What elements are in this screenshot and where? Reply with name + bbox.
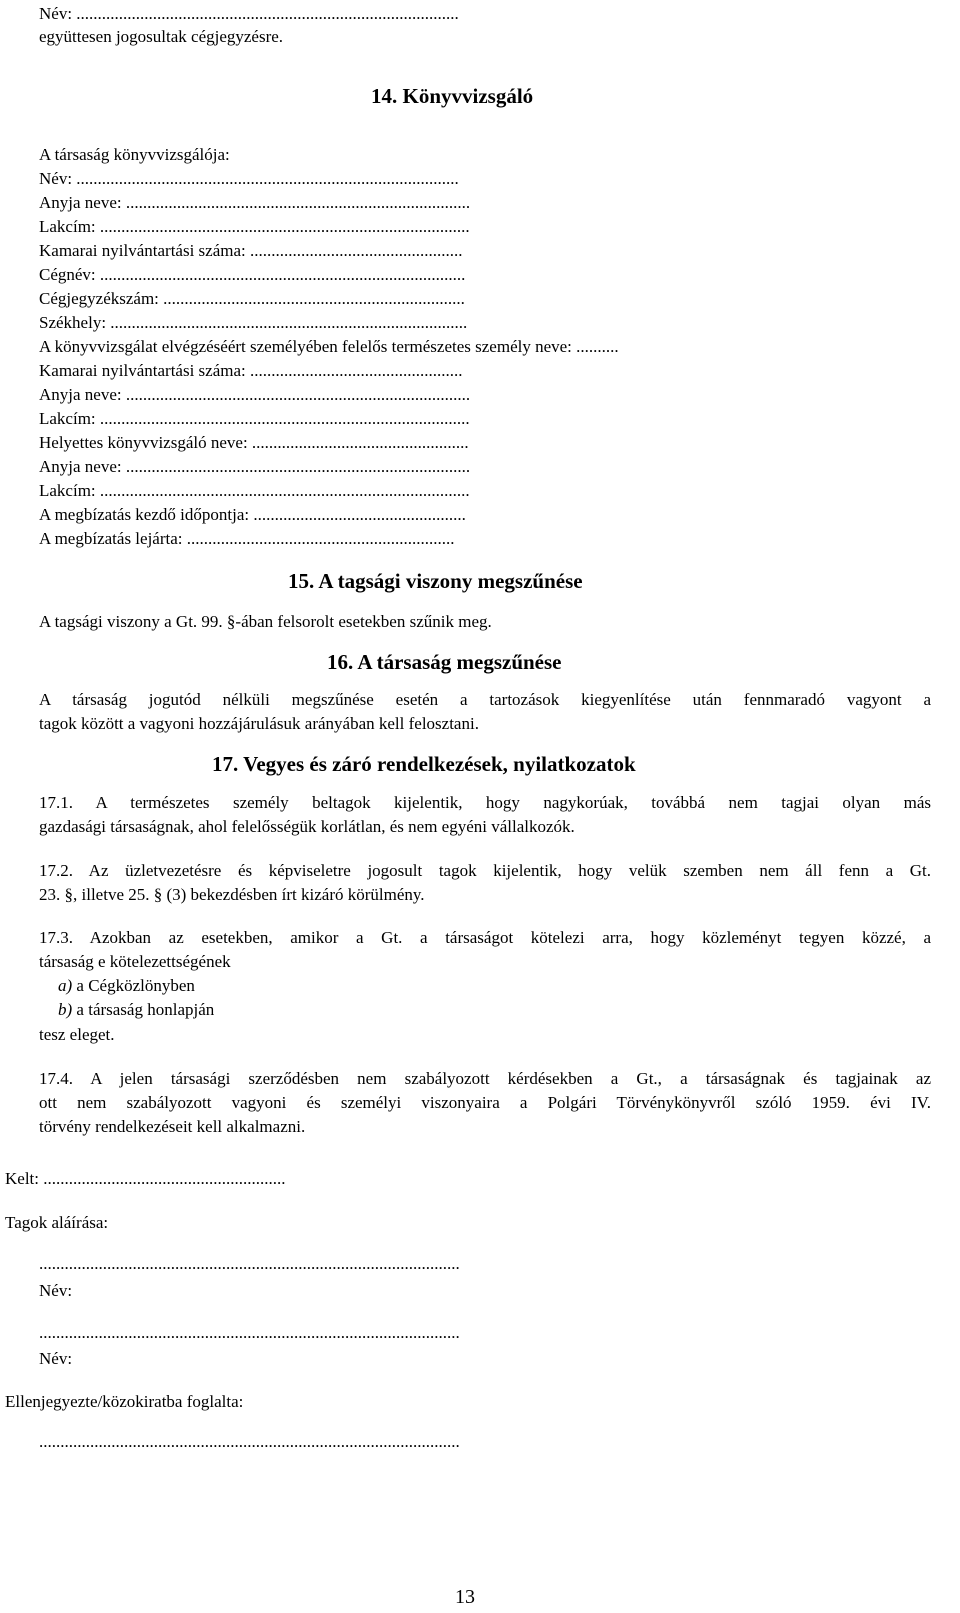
list-item-b-text: a társaság honlapján <box>72 1000 215 1019</box>
clause-17-3-end: tesz eleget. <box>39 1025 115 1044</box>
clause-17-4-line-1: 17.4. A jelen társasági szerződésben nem szabályozott kérdésekben a Gt., a társaságnak és tagjainak az <box>39 1069 931 1088</box>
auditor-intro: A társaság könyvvizsgálója: <box>39 145 230 164</box>
list-item-a-text: a Cégközlönyben <box>72 976 195 995</box>
auditor-address: Lakcím: ....................................................................................... <box>39 217 470 236</box>
auditor-name: Név: .......................................................................................... <box>39 169 459 188</box>
auditor-seat: Székhely: .................................................................................... <box>39 313 468 332</box>
auditor-chamber-number: Kamarai nyilvántartási száma: .................................................. <box>39 241 463 260</box>
responsible-address: Lakcím: ....................................................................................... <box>39 409 470 428</box>
deputy-mother-name: Anyja neve: ................................................................................. <box>39 457 471 476</box>
section-17-heading: 17. Vegyes és záró rendelkezések, nyilatkozatok <box>212 752 636 776</box>
name-field-line: Név: .......................................................................................... <box>39 4 459 23</box>
section-15-heading: 15. A tagsági viszony megszűnése <box>288 569 583 593</box>
section-16-line-1: A társaság jogutód nélküli megszűnése esetén a tartozások kiegyenlítése után fennmaradó vagyont a <box>39 690 931 709</box>
signature-dots-1: ................................................................................................... <box>39 1254 460 1273</box>
date-line: Kelt: ......................................................... <box>5 1169 286 1188</box>
clause-17-4-line-2: ott nem szabályozott vagyoni és személyi viszonyaira a Polgári Törvénykönyvről szóló 1959. évi IV. <box>39 1093 931 1112</box>
clause-17-2-line-1: 17.2. Az üzletvezetésre és képviseletre jogosult tagok kijelentik, hogy velük szemben nem áll fenn a Gt. <box>39 861 931 880</box>
page-number: 13 <box>455 1586 475 1608</box>
responsible-mother-name: Anyja neve: ................................................................................. <box>39 385 471 404</box>
countersign-label: Ellenjegyezte/közokiratba foglalta: <box>5 1392 244 1411</box>
list-item-b-letter: b) <box>58 1000 73 1019</box>
signature-dots-2: ................................................................................................... <box>39 1323 460 1342</box>
responsible-chamber-number: Kamarai nyilvántartási száma: .................................................. <box>39 361 463 380</box>
clause-17-3-line-2: társaság e kötelezettségének <box>39 952 231 971</box>
signature-name-1: Név: <box>39 1281 73 1300</box>
joint-signature-text: együttesen jogosultak cégjegyzésre. <box>39 27 284 46</box>
signature-name-2: Név: <box>39 1349 73 1368</box>
countersign-dots: ................................................................................................... <box>39 1432 460 1451</box>
clause-17-1-line-2: gazdasági társaságnak, ahol felelősségük korlátlan, és nem egyéni vállalkozók. <box>39 817 575 836</box>
list-item-a <box>58 974 195 998</box>
section-16-heading: 16. A társaság megszűnése <box>327 650 562 674</box>
members-signature-label: Tagok aláírása: <box>5 1213 109 1232</box>
auditor-registry-number: Cégjegyzékszám: ....................................................................... <box>39 289 465 308</box>
section-16-line-2: tagok között a vagyoni hozzájárulásuk arányában kell felosztani. <box>39 714 479 733</box>
clause-17-1-line-1: 17.1. A természetes személy beltagok kijelentik, hogy nagykorúak, továbbá nem tagjai olyan más <box>39 793 931 812</box>
mandate-start: A megbízatás kezdő időpontja: .................................................. <box>39 505 466 524</box>
list-item-a-letter: a) <box>58 976 73 995</box>
deputy-auditor-name: Helyettes könyvvizsgáló neve: ................................................... <box>39 433 469 452</box>
mandate-end: A megbízatás lejárta: ............................................................... <box>39 529 455 548</box>
deputy-address: Lakcím: ....................................................................................... <box>39 481 470 500</box>
section-14-heading: 14. Könyvvizsgáló <box>371 84 534 108</box>
clause-17-2-line-2: 23. §, illetve 25. § (3) bekezdésben írt kizáró körülmény. <box>39 885 425 904</box>
list-item-b <box>58 998 214 1022</box>
clause-17-4-line-3: törvény rendelkezéseit kell alkalmazni. <box>39 1117 306 1136</box>
clause-17-3-line-1: 17.3. Azokban az esetekben, amikor a Gt. a társaságot kötelezi arra, hogy közleményt tegyen közzé, a <box>39 928 931 947</box>
responsible-person-name: A könyvvizsgálat elvégzéséért személyében felelős természetes személy neve: .......... <box>39 337 619 356</box>
section-15-text: A tagsági viszony a Gt. 99. §-ában felsorolt esetekben szűnik meg. <box>39 612 492 631</box>
auditor-company-name: Cégnév: ...................................................................................... <box>39 265 466 284</box>
auditor-mother-name: Anyja neve: ................................................................................. <box>39 193 471 212</box>
